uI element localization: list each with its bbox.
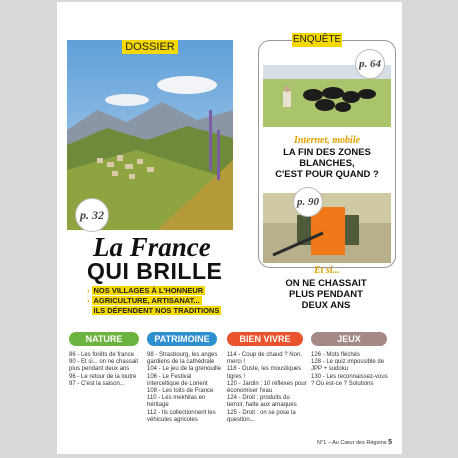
section-nature-header: NATURE: [69, 332, 139, 346]
story1-headline: LA FIN DES ZONES BLANCHES, C'EST POUR QUAND ?: [275, 147, 379, 180]
list-item: 97 - C'est la saison...: [69, 380, 125, 387]
story2-kicker: Et si...: [313, 265, 341, 276]
list-item: 104 - Le jeu de la grenouille: [147, 366, 222, 373]
section-nature-list: [69, 352, 143, 388]
list-item: 90 - Et si... on ne chassait plus pendant deux ans: [69, 359, 139, 373]
dossier-tag: DOSSIER: [122, 40, 178, 54]
enquete-box: [258, 40, 396, 276]
bullet-item: › NOS VILLAGES À L'HONNEUR: [87, 286, 204, 295]
list-item: 128 - Le quiz impossible de JPP + sudoku: [311, 359, 385, 373]
list-item: 96 - Le retour de la loutre: [69, 373, 137, 380]
section-bien-vivre-list: [227, 352, 307, 424]
story2-headline: ON NE CHASSAIT PLUS PENDANT DEUX ANS: [285, 278, 367, 311]
bullet-item: › AGRICULTURE, ARTISANAT...: [87, 296, 200, 305]
list-item: 112 - Ils collectionnent les véhicules agricoles: [147, 409, 216, 423]
section-jeux-header: JEUX: [311, 332, 387, 346]
list-item: 126 - Mots fléchés: [311, 352, 361, 358]
footer-text: N°1 – Au Cœur des Régions: [317, 440, 387, 446]
story1-page-badge: p. 64: [355, 49, 385, 79]
section-patrimoine-list: [147, 352, 223, 424]
dossier-bullets: [87, 286, 221, 316]
story1-kicker: Internet, mobile: [293, 135, 361, 146]
list-item: 114 - Coup de chaud ? Non, merci !: [227, 352, 302, 366]
section-bien-vivre-header: BIEN VIVRE: [227, 332, 303, 346]
list-item: 86 - Les forêts de france: [69, 352, 135, 358]
section-patrimoine-header: PATRIMOINE: [147, 332, 217, 346]
dossier-title-line2: QUI BRILLE: [87, 258, 223, 284]
story2-page-badge: p. 90: [293, 187, 323, 217]
hunter-photo: [263, 193, 391, 263]
page-footer: [317, 439, 392, 446]
list-item: 108 - Les toits de France: [147, 388, 214, 395]
magazine-page: [57, 2, 402, 454]
enquete-tag: ENQUÊTE: [292, 34, 342, 45]
list-item: 110 - Les mekhilas en héritage: [147, 395, 206, 409]
list-item: 125 - Droit : on se pose la question...: [227, 409, 296, 423]
bullet-item: ILS DÉFENDENT NOS TRADITIONS: [93, 306, 220, 315]
list-item: 98 - Strasbourg, les anges gardiens de la cathédrale: [147, 352, 218, 366]
list-item: 120 - Jardin : 10 réflexes pour économiser l'eau: [227, 380, 307, 395]
page-number: 5: [388, 439, 392, 446]
list-item: 130 - Les reconnaissez-vous ? Où est-ce ? Solutions: [311, 373, 388, 387]
section-jeux-list: [311, 352, 391, 388]
list-item: 118 - Ouste, les moustiques tigres !: [227, 366, 302, 380]
dossier-page-badge: p. 32: [75, 198, 109, 232]
dossier-title-line1: La France: [93, 232, 211, 262]
list-item: 106 - Le Festival interceltique de Lorient: [147, 373, 208, 387]
list-item: 124 - Droit : produits du terroir, halte aux arnaques: [227, 395, 297, 409]
